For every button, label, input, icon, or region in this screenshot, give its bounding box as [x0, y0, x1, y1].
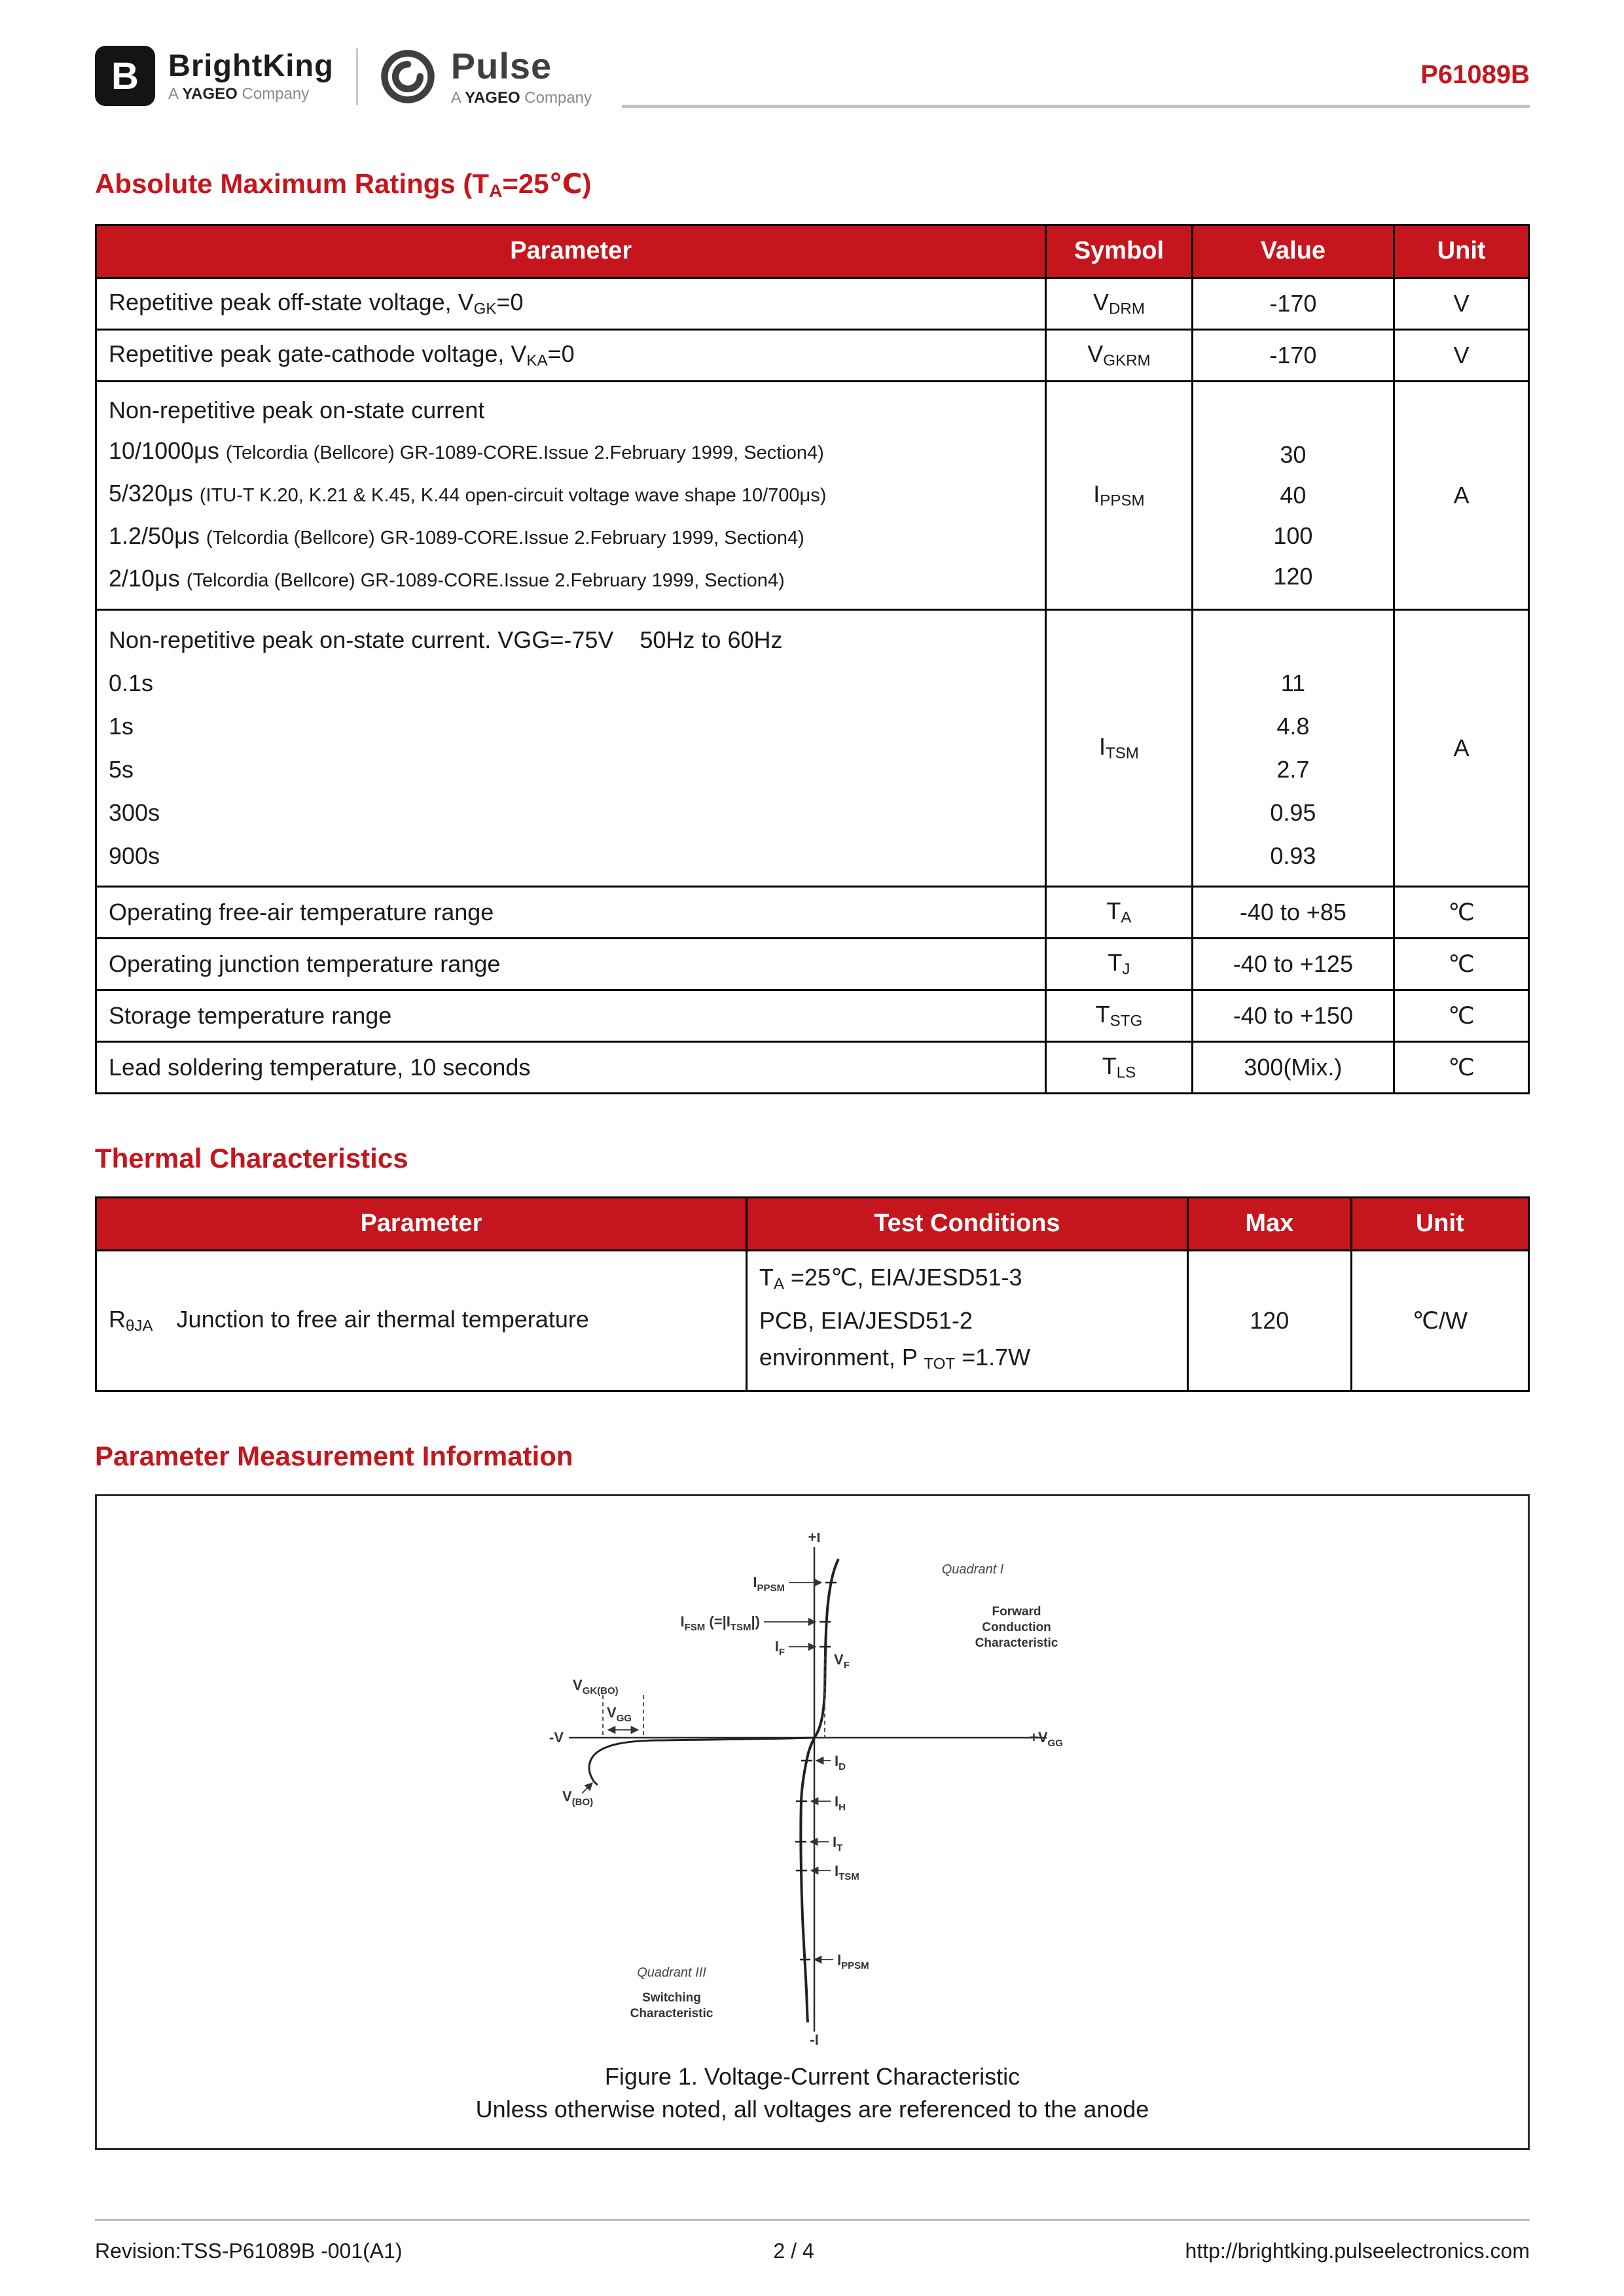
- label-minus-i: -I: [810, 2032, 819, 2049]
- pulse-logo: [378, 46, 592, 107]
- parameter-line: 5s: [109, 755, 134, 783]
- unit-cell: A: [1394, 609, 1529, 886]
- value-line: 11: [1280, 669, 1306, 696]
- symbol-cell: $I_{PPSM}$: [1046, 381, 1192, 609]
- unit-cell: V: [1394, 329, 1529, 381]
- col-header-unit: Unit: [1394, 224, 1529, 278]
- off-state-curve: [589, 1738, 814, 1785]
- figure-box: [95, 1494, 1530, 2150]
- label-ippsm-bottom: $I_{PPSM}$: [837, 1952, 869, 1972]
- parameter-line: 900s: [109, 842, 160, 869]
- symbol-cell: $T_J$: [1046, 938, 1192, 990]
- value-line: 40: [1280, 481, 1307, 509]
- value-cell: [1192, 609, 1394, 886]
- parameter-line: Non-repetitive peak on-state current. VGG=-75V 50Hz to 60Hz: [109, 626, 783, 653]
- label-minus-v: -V: [549, 1729, 564, 1746]
- parameter-cell: Operating junction temperature range: [96, 938, 1046, 990]
- col-header-parameter: Parameter: [96, 1197, 747, 1250]
- label-it: $I_T$: [833, 1834, 843, 1854]
- symbol-cell: $I_{TSM}$: [1046, 609, 1192, 886]
- parameter-cell: Repetitive peak gate-cathode voltage, $V_{KA}=0$: [96, 329, 1046, 381]
- logo-divider: [356, 48, 358, 105]
- value-cell: -40 to +125: [1192, 938, 1394, 990]
- pulse-brand-name: Pulse: [450, 45, 552, 86]
- label-switching: Switching: [642, 1991, 701, 2005]
- value-line: 0.93: [1270, 842, 1316, 869]
- value-cell: -170: [1192, 329, 1394, 381]
- symbol-cell: $V_{GKRM}$: [1046, 329, 1192, 381]
- parameter-line: 10/1000μs (Telcordia (Bellcore) GR-1089-CORE.Issue 2.February 1999, Section4): [109, 437, 824, 464]
- value-cell: -40 to +150: [1192, 990, 1394, 1041]
- label-ih: $I_H$: [835, 1793, 846, 1814]
- value-line: 100: [1273, 522, 1313, 549]
- value-cell: -170: [1192, 278, 1394, 329]
- label-forward: Forward: [992, 1605, 1041, 1619]
- unit-cell: ℃: [1394, 990, 1529, 1041]
- unit-cell: ℃: [1394, 886, 1529, 938]
- vi-characteristic-diagram: [544, 1533, 1081, 2050]
- label-plus-vgg: $+V_{GG}$: [1030, 1729, 1063, 1749]
- thermal-characteristics-table: [95, 1196, 1530, 1393]
- parameter-cell: [96, 609, 1046, 886]
- brightking-brand-subtitle: A YAGEO Company: [168, 84, 310, 103]
- symbol-cell: $T_{STG}$: [1046, 990, 1192, 1041]
- parameter-cell: Operating free-air temperature range: [96, 886, 1046, 938]
- col-header-parameter: Parameter: [96, 224, 1046, 278]
- table-row: [96, 938, 1529, 990]
- label-plus-i: +I: [808, 1533, 821, 1546]
- parameter-cell: $R_{\theta JA}$ Junction to free air thermal temperature: [96, 1250, 747, 1391]
- label-vgg: $V_{GG}$: [607, 1704, 632, 1725]
- table-row: [96, 886, 1529, 938]
- value-line: 4.8: [1276, 712, 1310, 740]
- absolute-maximum-ratings-table: [95, 224, 1530, 1094]
- forward-conduction-curve: [814, 1559, 839, 1738]
- symbol-cell: $V_{DRM}$: [1046, 278, 1192, 329]
- table-row: [96, 1041, 1529, 1093]
- parameter-line: 1s: [109, 712, 134, 740]
- brightking-logo-text: [168, 48, 334, 103]
- col-header-value: Value: [1192, 224, 1394, 278]
- table-header-row: [96, 224, 1529, 278]
- figure-caption-note: Unless otherwise noted, all voltages are referenced to the anode: [475, 2096, 1149, 2123]
- page-header: [95, 46, 1530, 107]
- pulse-logo-text: [451, 46, 592, 107]
- label-ifsm: $I_{FSM}$ $(=|I_{TSM}|)$: [680, 1613, 760, 1634]
- part-number: P61089B: [1420, 60, 1530, 89]
- unit-cell: A: [1394, 381, 1529, 609]
- value-line: 120: [1273, 562, 1313, 590]
- brightking-logo-letter: B: [111, 54, 139, 98]
- value-spacer: [1205, 619, 1382, 662]
- parameter-line: 300s: [109, 798, 160, 826]
- label-characteristic-sw: Characteristic: [630, 2007, 713, 2021]
- value-line: 0.95: [1270, 798, 1316, 826]
- unit-cell: ℃: [1394, 938, 1529, 990]
- brightking-logo: [95, 46, 334, 106]
- parameter-line: 2/10μs (Telcordia (Bellcore) GR-1089-CORE.Issue 2.February 1999, Section4): [109, 564, 785, 592]
- label-id: $I_D$: [835, 1753, 846, 1773]
- value-line: 2.7: [1276, 755, 1310, 783]
- section-title-absolute-maximum-ratings: Absolute Maximum Ratings $(T_A=25℃)$: [95, 168, 592, 201]
- parameter-cell: Repetitive peak off-state voltage, $V_{GK}=0$: [96, 278, 1046, 329]
- value-cell: 300(Mix.): [1192, 1041, 1394, 1093]
- footer-url-link[interactable]: http://brightking.pulseelectronics.com: [1185, 2239, 1530, 2263]
- label-quadrant-1: Quadrant I: [941, 1562, 1004, 1577]
- label-conduction: Conduction: [982, 1621, 1051, 1635]
- table-row-ippsm: [96, 381, 1529, 609]
- parameter-line: 0.1s: [109, 669, 154, 696]
- value-spacer: [1205, 394, 1382, 435]
- symbol-cell: $T_{LS}$: [1046, 1041, 1192, 1093]
- table-row: [96, 990, 1529, 1041]
- conditions-cell: [746, 1250, 1187, 1391]
- parameter-line: 5/320μs (ITU-T K.20, K.21 & K.45, K.44 open-circuit voltage wave shape 10/700μs): [109, 479, 827, 507]
- unit-cell: V: [1394, 278, 1529, 329]
- label-vbo: $V_{(BO)}$: [562, 1788, 594, 1808]
- symbol-cell: $T_A$: [1046, 886, 1192, 938]
- table-row: [96, 1250, 1529, 1391]
- label-ippsm-top: $I_{PPSM}$: [753, 1574, 785, 1594]
- value-cell: -40 to +85: [1192, 886, 1394, 938]
- max-cell: 120: [1188, 1250, 1352, 1391]
- brightking-logo-icon: [95, 46, 155, 106]
- section-title-parameter-measurement-information: Parameter Measurement Information: [95, 1441, 573, 1472]
- parameter-cell: Storage temperature range: [96, 990, 1046, 1041]
- label-vf: $V_F$: [834, 1651, 850, 1672]
- label-characteristic-fwd: Characteristic: [975, 1636, 1058, 1651]
- switching-on-state-curve: [801, 1738, 814, 2022]
- table-row: [96, 278, 1529, 329]
- page-footer: [95, 2219, 1530, 2263]
- label-if: $I_F$: [774, 1638, 785, 1659]
- section-title-thermal-characteristics: Thermal Characteristics: [95, 1142, 408, 1174]
- footer-revision: Revision:TSS-P61089B -001(A1): [95, 2239, 403, 2263]
- col-header-test-conditions: Test Conditions: [746, 1197, 1187, 1250]
- parameter-line: Non-repetitive peak on-state current: [109, 396, 485, 423]
- pulse-logo-icon: [378, 46, 438, 107]
- figure-caption: Figure 1. Voltage-Current Characteristic: [604, 2063, 1020, 2090]
- unit-cell: ℃: [1394, 1041, 1529, 1093]
- pulse-brand-subtitle: A YAGEO Company: [450, 88, 592, 107]
- table-header-row: [96, 1197, 1529, 1250]
- value-line: 30: [1280, 440, 1307, 468]
- parameter-cell: Lead soldering temperature, 10 seconds: [96, 1041, 1046, 1093]
- table-row: [96, 329, 1529, 381]
- label-quadrant-3: Quadrant III: [637, 1965, 706, 1981]
- col-header-max: Max: [1188, 1197, 1352, 1250]
- brightking-brand-name: BrightKing: [168, 48, 334, 83]
- label-itsm: $I_{TSM}$: [835, 1863, 859, 1883]
- condition-line: PCB, EIA/JESD51-2: [759, 1307, 973, 1335]
- parameter-line: 1.2/50μs (Telcordia (Bellcore) GR-1089-CORE.Issue 2.February 1999, Section4): [109, 522, 804, 549]
- table-row-itsm: [96, 609, 1529, 886]
- footer-page-number: 2 / 4: [773, 2239, 814, 2263]
- col-header-symbol: Symbol: [1046, 224, 1192, 278]
- condition-line: environment, P $_{TOT}$ =1.7W: [759, 1344, 1031, 1373]
- value-cell: [1192, 381, 1394, 609]
- unit-cell: ℃/W: [1351, 1250, 1528, 1391]
- condition-line: $T_A$ =25℃, EIA/JESD51-3: [759, 1263, 1022, 1293]
- col-header-unit: Unit: [1351, 1197, 1528, 1250]
- parameter-cell: [96, 381, 1046, 609]
- header-rule: [622, 105, 1530, 108]
- label-vgkbo: $V_{GK(BO)}$: [573, 1677, 619, 1697]
